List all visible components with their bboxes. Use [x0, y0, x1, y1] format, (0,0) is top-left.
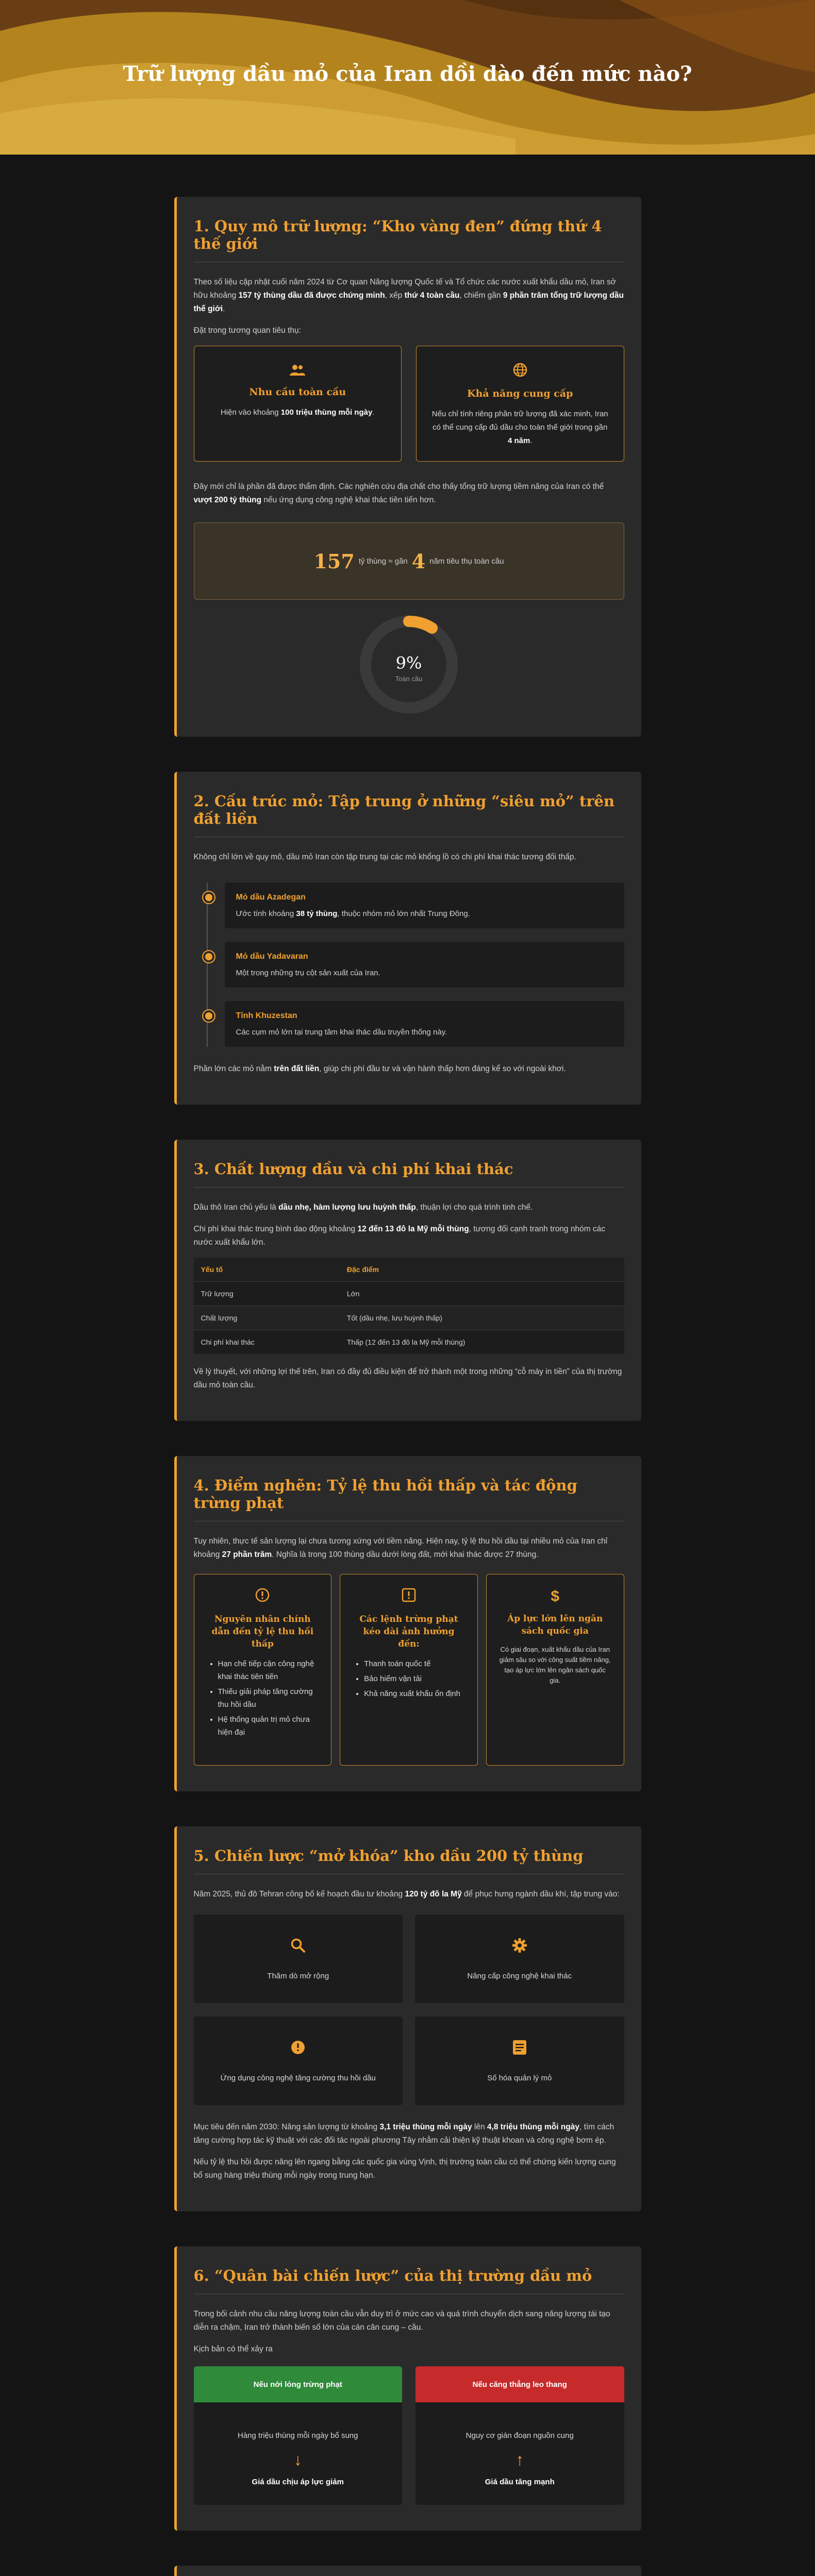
item-desc: Các cụm mỏ lớn tại trung tâm khai thác dầu truyền thống này. [236, 1028, 447, 1037]
card-title: Nhu cầu toàn cầu [249, 386, 346, 398]
card-title: Khả năng cung cấp [467, 388, 573, 399]
scenario-result: Giá dầu tăng mạnh [485, 2478, 555, 2486]
stat-text: năm tiêu thụ toàn cầu [429, 556, 504, 566]
section-title: 1. Quy mô trữ lượng: “Kho vàng đen” đứng thứ 4 thế giới [194, 217, 624, 262]
strategy-card [194, 1914, 403, 2003]
section-title: 6. “Quân bài chiến lược” của thị trường dầu mỏ [194, 2267, 624, 2294]
scenario-header: Nếu nới lỏng trừng phạt [194, 2366, 403, 2402]
section-field-structure [174, 772, 641, 1105]
item-title: Mỏ dầu Azadegan [236, 893, 306, 902]
section-strategy [174, 1826, 641, 2211]
card-budget-pressure [486, 1574, 624, 1766]
page-title: Trữ lượng dầu mỏ của Iran dồi dào đến mức nào? [123, 62, 692, 86]
timeline-item [225, 883, 624, 928]
scenario-header: Nếu căng thẳng leo thang [415, 2366, 624, 2402]
strategy-card [415, 1914, 624, 2003]
strategy-label: Thăm dò mở rộng [267, 1971, 329, 1980]
arrow-down-icon: ↓ [293, 2450, 302, 2469]
paragraph: Theo số liệu cập nhật cuối năm 2024 từ Cơ quan Năng lượng Quốc tế và Tổ chức các nước xuất khẩu dầu mỏ, Iran sở hữu khoảng 157 tỷ thùng dầu đã được chứng minh, xếp thứ 4 toàn cầu, chiếm gần 9 phần trăm tổng trữ lượng dầu thế giới. [193, 278, 624, 313]
card-title: Nguyên nhân chính dẫn đến tỷ lệ thu hồi thấp [211, 1614, 314, 1649]
section-title: 3. Chất lượng dầu và chi phí khai thác [194, 1160, 624, 1188]
timeline-item [225, 1001, 624, 1047]
section-strategic-card [174, 2246, 641, 2531]
table-row [194, 1306, 624, 1330]
stat-years: 4 [411, 549, 426, 573]
highlight-stat [194, 522, 624, 600]
document-icon [512, 2040, 527, 2059]
card-title: Áp lực lớn lên ngân sách quốc gia [507, 1614, 603, 1636]
comparison-table [194, 1258, 624, 1354]
scenario-result: Giá dầu chịu áp lực giảm [252, 2478, 344, 2486]
card-bullets [353, 1657, 465, 1700]
scenario-easing [194, 2366, 403, 2505]
section-reserve-scale [174, 197, 641, 737]
section-bottleneck [174, 1456, 641, 1791]
strategy-card [415, 2016, 624, 2105]
list-item: • Bảo hiểm vận tải [364, 1672, 465, 1685]
strategy-card [194, 2016, 403, 2105]
card-bullets [207, 1657, 319, 1739]
people-icon [208, 363, 388, 379]
paragraph: Không chỉ lớn về quy mô, dầu mỏ Iran còn tập trung tại các mỏ khổng lồ có chi phí khai thác tương đối thấp. [193, 853, 576, 861]
table-cell: Lớn [340, 1282, 624, 1306]
list-item: • Khả năng xuất khẩu ổn định [364, 1687, 465, 1700]
donut-value: 9% [395, 653, 422, 673]
list-item: • Hệ thống quản trị mỏ chưa hiện đại [218, 1713, 319, 1739]
timeline-dot [203, 1010, 214, 1022]
section-conclusion [174, 2566, 641, 2576]
table-header: Đặc điểm [340, 1258, 624, 1282]
item-desc: Một trong những trụ cột sản xuất của Iran. [236, 969, 380, 977]
dollar-icon: $ [551, 1588, 560, 1605]
table-cell: Thấp (12 đến 13 đô la Mỹ mỗi thùng) [340, 1330, 624, 1354]
paragraph: Phần lớn các mỏ nằm trên đất liền, giúp chi phí đầu tư và vận hành thấp hơn đáng kể so với ngoài khơi. [193, 1064, 566, 1073]
scenario-effect: Nguy cơ gián đoạn nguồn cung [465, 2431, 574, 2440]
table-row [194, 1330, 624, 1354]
scenario-effect: Hàng triệu thùng mỗi ngày bổ sung [238, 2431, 358, 2440]
field-timeline [194, 883, 624, 1047]
arrow-up-icon: ↑ [515, 2450, 524, 2469]
item-title: Tỉnh Khuzestan [236, 1011, 297, 1020]
list-item: • Hạn chế tiếp cận công nghệ khai thác tiên tiến [218, 1657, 319, 1683]
card-desc: Hiện vào khoảng 100 triệu thùng mỗi ngày. [221, 408, 375, 417]
table-cell: Tốt (dầu nhẹ, lưu huỳnh thấp) [340, 1306, 624, 1330]
strategy-label: Số hóa quản lý mỏ [487, 2073, 552, 2082]
paragraph: Kịch bản có thể xảy ra [193, 2345, 273, 2353]
table-cell: Chất lượng [194, 1306, 340, 1330]
share-donut [357, 613, 460, 716]
paragraph: Về lý thuyết, với những lợi thế trên, Iran có đầy đủ điều kiện để trở thành một trong những “cỗ máy in tiền” của thị trường dầu mỏ toàn cầu. [193, 1367, 622, 1389]
section-title: 5. Chiến lược “mở khóa” kho dầu 200 tỷ thùng [194, 1847, 624, 1874]
section-oil-quality [174, 1140, 641, 1421]
table-row [194, 1282, 624, 1306]
paragraph: Đặt trong tương quan tiêu thụ: [193, 326, 301, 335]
paragraph: Năm 2025, thủ đô Tehran công bố kế hoạch đầu tư khoảng 120 tỷ đô la Mỹ để phục hưng ngành dầu khí, tập trung vào: [193, 1890, 620, 1899]
alert-circle-icon [207, 1588, 319, 1606]
item-desc: Ước tính khoảng 38 tỷ thùng, thuộc nhóm mỏ lớn nhất Trung Đông. [236, 909, 470, 918]
paragraph: Mục tiêu đến năm 2030: Nâng sản lượng từ khoảng 3,1 triệu thùng mỗi ngày lên 4,8 triệu thùng mỗi ngày, tìm cách tăng cường hợp tác kỹ thuật với các đối tác ngoài phương Tây nhằm cải thiện kỹ thuật khoan và công nghệ bơm ép. [193, 2123, 614, 2145]
card-low-recovery [194, 1574, 332, 1766]
list-item: • Thanh toán quốc tế [364, 1657, 465, 1670]
stat-number: 157 [313, 549, 355, 573]
section-title: 4. Điểm nghẽn: Tỷ lệ thu hồi thấp và tác động trừng phạt [194, 1477, 624, 1521]
card-desc: Nếu chỉ tính riêng phần trữ lượng đã xác minh, Iran có thể cung cấp đủ dầu cho toàn thế giới trong gần 4 năm. [431, 410, 608, 445]
hero-banner [0, 0, 815, 155]
info-icon [290, 2040, 306, 2059]
card-title: Các lệnh trừng phạt kéo dài ảnh hưởng đến: [359, 1614, 458, 1649]
table-cell: Chi phí khai thác [194, 1330, 340, 1354]
paragraph: Tuy nhiên, thực tế sản lượng lại chưa tương xứng với tiềm năng. Hiện nay, tỷ lệ thu hồi dầu tại nhiều mỏ của Iran chỉ khoảng 27 phần trăm. Nghĩa là trong 100 thùng dầu dưới lòng đất, mới khai thác được 27 thùng. [193, 1537, 608, 1559]
paragraph: Đây mới chỉ là phần đã được thẩm định. Các nghiên cứu địa chất cho thấy tổng trữ lượng tiềm năng của Iran có thể vượt 200 tỷ thùng nếu ứng dụng công nghệ khai thác tiên tiến hơn. [193, 482, 604, 504]
gear-icon [512, 1938, 527, 1957]
table-cell: Trữ lượng [194, 1282, 340, 1306]
paragraph: Dầu thô Iran chủ yếu là dầu nhẹ, hàm lượng lưu huỳnh thấp, thuận lợi cho quá trình tinh chế. [193, 1203, 533, 1212]
timeline-dot [203, 951, 214, 962]
donut-label: Toàn cầu [395, 675, 423, 683]
paragraph: Chi phí khai thác trung bình dao động khoảng 12 đến 13 đô la Mỹ mỗi thùng, tương đối cạnh tranh trong nhóm các nước xuất khẩu lớn. [193, 1225, 606, 1247]
card-global-demand [194, 346, 402, 462]
scenario-escalation [415, 2366, 624, 2505]
paragraph: Trong bối cảnh nhu cầu năng lượng toàn cầu vẫn duy trì ở mức cao và quá trình chuyển dịch sang năng lượng tái tạo diễn ra chậm, Iran trở thành biến số lớn của cán cân cung – cầu. [193, 2310, 610, 2332]
globe-icon [430, 363, 610, 381]
timeline-item [225, 942, 624, 988]
card-sanctions [340, 1574, 478, 1766]
paragraph: Nếu tỷ lệ thu hồi được nâng lên ngang bằng các quốc gia vùng Vịnh, thị trường toàn cầu có thể chứng kiến lượng cung bổ sung hàng triệu thùng mỗi ngày trong trung hạn. [193, 2158, 616, 2180]
strategy-label: Ứng dụng công nghệ tăng cường thu hồi dầu [220, 2073, 376, 2082]
alert-triangle-icon [353, 1588, 465, 1606]
item-title: Mỏ dầu Yadavaran [236, 952, 308, 961]
stat-text: tỷ thùng ≈ gần [358, 556, 408, 566]
card-desc: Có giai đoạn, xuất khẩu dầu của Iran giảm sâu so với công suất tiềm năng, tạo áp lực lớn lên ngân sách quốc gia. [499, 1646, 611, 1684]
table-header: Yếu tố [194, 1258, 340, 1282]
timeline-line [207, 883, 208, 1047]
search-icon [290, 1938, 306, 1957]
timeline-dot [203, 892, 214, 903]
section-title: 2. Cấu trúc mỏ: Tập trung ở những “siêu mỏ” trên đất liền [194, 792, 624, 837]
card-supply-capacity [416, 346, 624, 462]
list-item: • Thiếu giải pháp tăng cường thu hồi dầu [218, 1685, 319, 1711]
strategy-label: Nâng cấp công nghệ khai thác [467, 1971, 572, 1980]
